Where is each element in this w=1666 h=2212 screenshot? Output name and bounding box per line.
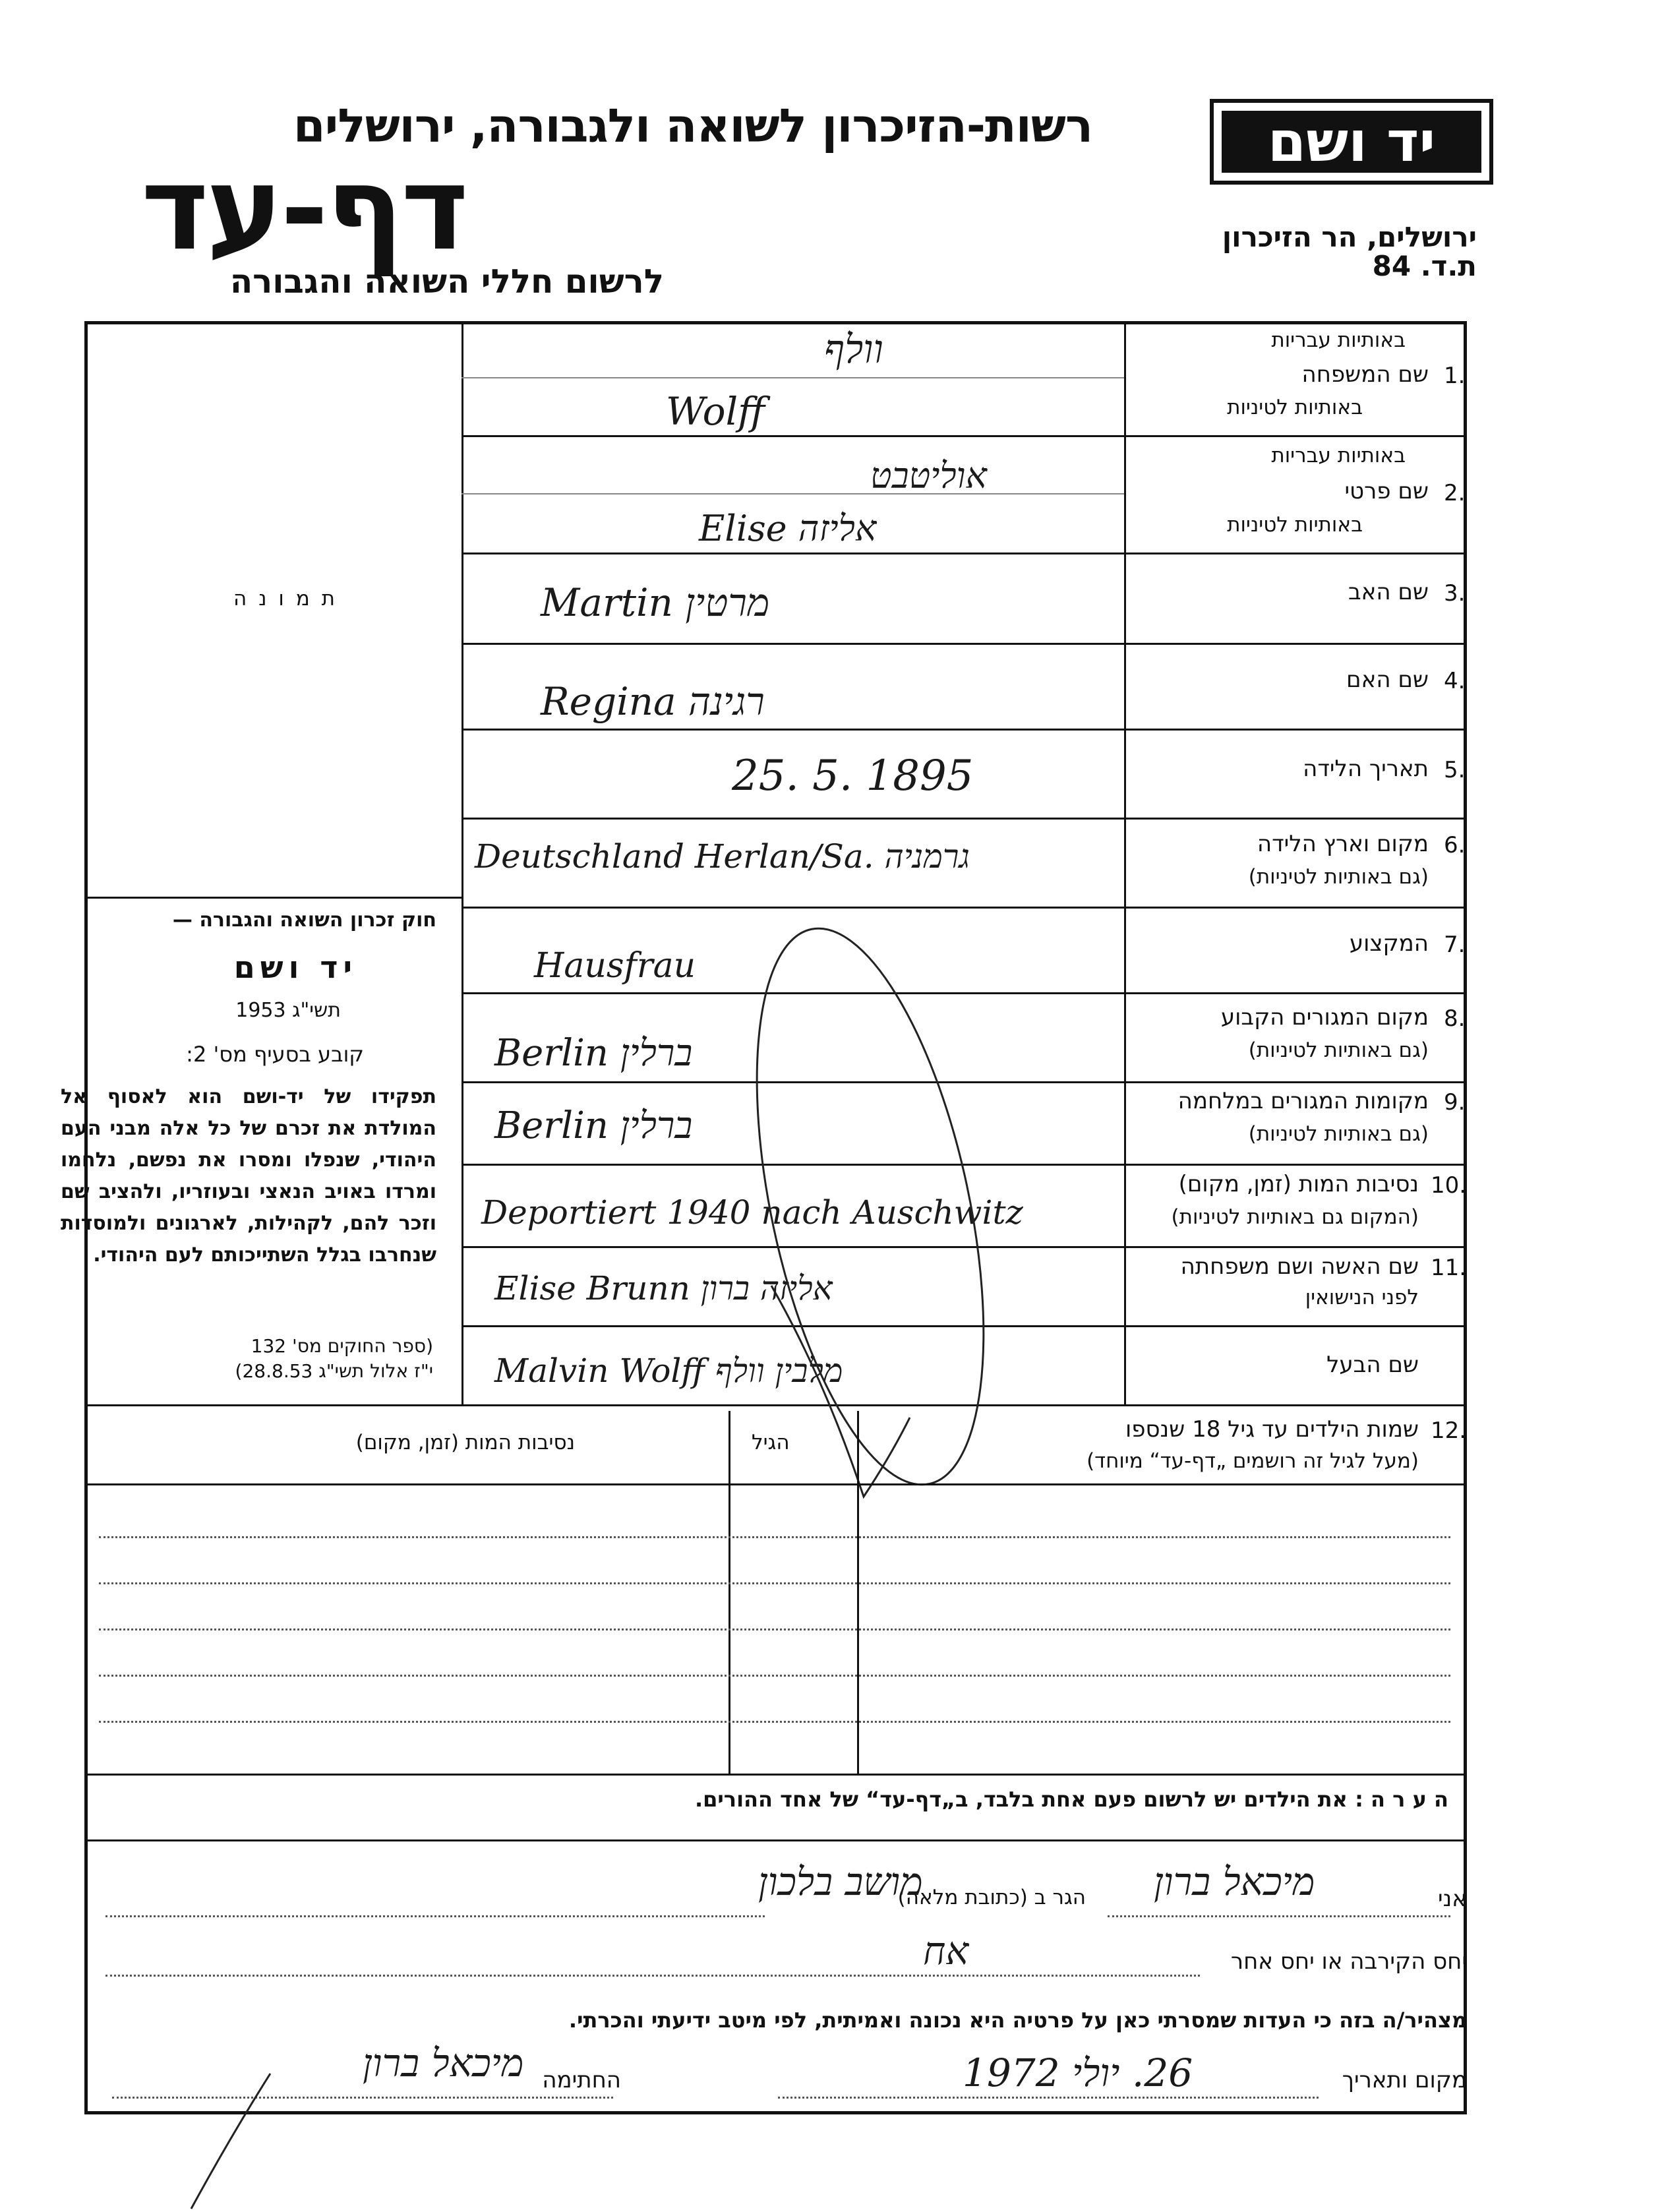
- field-8-sublabel: (גם באותיות לטיניות): [1248, 1038, 1429, 1062]
- photo-label: ת מ ו נ ה: [233, 587, 338, 611]
- signature-value: מיכאל ברון: [363, 2041, 524, 2085]
- child-row-line: [99, 1721, 1450, 1723]
- field-7-value: Hausfrau: [534, 946, 696, 986]
- husband-name-label: שם הבעל: [1326, 1352, 1419, 1378]
- field-4-label: שם האם: [1346, 667, 1429, 693]
- field-2-value-latin: Elise אליזה: [699, 508, 877, 549]
- place-date-value: 26. יולי 1972: [963, 2050, 1193, 2095]
- field-7-number: 7.: [1444, 932, 1466, 958]
- address-block: [1206, 223, 1477, 281]
- form-title: דף-עד: [140, 142, 466, 276]
- field-12-number: 12.: [1431, 1418, 1467, 1444]
- field-8-value: Berlin ברלין: [494, 1032, 693, 1075]
- field-9-number: 9.: [1444, 1089, 1466, 1116]
- law-ref-2: י"ז אלול תשי"ג 28.8.53): [235, 1360, 433, 1382]
- law-separator: [84, 897, 463, 899]
- yad-vashem-logo: [1210, 99, 1493, 185]
- law-heading: חוק זכרון השואה והגבורה —: [172, 909, 436, 932]
- address-line-2: ת.ד. 84: [1372, 250, 1477, 282]
- col-death-header: נסיבות המות (זמן, מקום): [355, 1431, 575, 1454]
- address-line-1: ירושלים, הר הזיכרון: [1222, 221, 1477, 253]
- declarant-name-value: מיכאל ברון: [1154, 1859, 1315, 1904]
- field-10-label: נסיבות המות (זמן, מקום): [1178, 1171, 1419, 1197]
- declarant-ani-label: אני: [1438, 1886, 1467, 1912]
- field-8-number: 8.: [1444, 1005, 1466, 1032]
- field-11-number: 11.: [1431, 1255, 1467, 1281]
- field-3-number: 3.: [1444, 580, 1466, 607]
- place-date-line: [778, 2097, 1319, 2099]
- row-line: [461, 435, 1467, 437]
- children-label: שמות הילדים עד גיל 18 שנספו: [1125, 1416, 1419, 1443]
- field-10-number: 10.: [1431, 1172, 1467, 1199]
- field-9-value: Berlin ברלין: [494, 1104, 693, 1147]
- field-3-label: שם האב: [1348, 579, 1429, 605]
- law-name: יד ושם: [233, 949, 357, 985]
- declarant-name-line: [1108, 1915, 1450, 1917]
- note-text: ה ע ר ה : את הילדים יש לרשום פעם אחת בלבד, ב„דף-עד“ של אחד ההורים.: [694, 1787, 1448, 1812]
- field-2-label: שם פרטי: [1344, 478, 1429, 504]
- divider-labels: [1124, 323, 1126, 1404]
- hebrew-letters-label-1: באותיות עבריות: [1271, 328, 1406, 352]
- row-line: [461, 729, 1467, 731]
- field-1-value-hebrew: וולף: [824, 326, 883, 373]
- field-9-sublabel: (גם באותיות לטיניות): [1248, 1122, 1429, 1146]
- law-body: תפקידו של יד-ושם הוא לאסוף אל המולדת את זכרם של כל אלה מבני העם היהודי, שנפלו ומסרו את נפשם, נלחמו ומרדו באויב הנאצי ובעוזריו, ולהציב שם וזכר להם, לקהילות, לארגונים ולמוסדות שנחרבו בגלל השתייכותם לעם היהודי.: [61, 1085, 436, 1267]
- field-5-value: 25. 5. 1895: [732, 752, 974, 800]
- pen-scribble: [692, 916, 1061, 1510]
- row-line: [461, 907, 1467, 909]
- field-10-value: Deportiert 1940 nach Auschwitz: [481, 1193, 1023, 1232]
- field-1-label: שם המשפחה: [1301, 361, 1429, 388]
- row-line: [461, 643, 1467, 645]
- declaration-text: מצהיר/ה בזה כי העדות שמסרתי כאן על פרטיה היא נכונה ואמיתית, לפי מיטב ידיעתי והכרתי.: [568, 2008, 1467, 2033]
- field-11-value: Elise Brunn אליזה ברון: [494, 1269, 833, 1307]
- children-sublabel: (מעל לגיל זה רושמים „דף-עד“ מיוחד): [1086, 1449, 1419, 1473]
- col-age-header: הגיל: [752, 1431, 790, 1454]
- child-row-line: [99, 1629, 1450, 1630]
- subrow-line: [461, 377, 1124, 378]
- child-row-line: [99, 1675, 1450, 1677]
- field-8-label: מקום המגורים הקבוע: [1220, 1004, 1429, 1031]
- field-11-label: שם האשה ושם משפחתה: [1180, 1253, 1419, 1280]
- law-year: תשי"ג 1953: [235, 999, 341, 1022]
- signature-stroke: [171, 2070, 303, 2212]
- note-top-line: [84, 1774, 1467, 1776]
- child-row-line: [99, 1536, 1450, 1538]
- field-11-sublabel: לפני הנישואין: [1305, 1286, 1419, 1309]
- field-4-value: Regina רגינה: [541, 679, 765, 724]
- hebrew-letters-label-2: באותיות עבריות: [1271, 444, 1406, 467]
- husband-name-value: Malvin Wolff מלבין וולף: [494, 1352, 843, 1390]
- logo-text: יד ושם: [1222, 111, 1481, 173]
- field-5-number: 5.: [1444, 757, 1466, 783]
- institution-name: רשות-הזיכרון לשואה ולגבורה, ירושלים: [293, 99, 1092, 153]
- field-6-sublabel: (גם באותיות לטיניות): [1248, 865, 1429, 889]
- relation-value: אח: [923, 1928, 969, 1973]
- law-ref-1: (ספר החוקים מס' 132: [251, 1335, 433, 1357]
- field-2-number: 2.: [1444, 480, 1466, 506]
- place-date-label: מקום ותאריך: [1342, 2067, 1467, 2093]
- note-bottom-line: [84, 1839, 1467, 1841]
- field-2-value-hebrew: אוליטבט: [870, 455, 987, 496]
- divider-photo: [461, 323, 463, 1404]
- field-7-label: המקצוע: [1349, 930, 1429, 957]
- row-line: [461, 818, 1467, 820]
- child-row-line: [99, 1582, 1450, 1584]
- field-6-value: Deutschland Herlan/Sa. גרמניה: [475, 837, 970, 876]
- children-col-divider: [857, 1411, 859, 1774]
- signature-label: החתימה: [542, 2067, 621, 2093]
- form-subtitle: לרשום חללי השואה והגבורה: [229, 262, 664, 301]
- field-10-sublabel: (המקום גם באותיות לטיניות): [1171, 1205, 1419, 1229]
- latin-letters-label-2: באותיות לטיניות: [1227, 513, 1363, 537]
- field-9-label: מקומות המגורים במלחמה: [1177, 1088, 1429, 1114]
- field-1-number: 1.: [1444, 363, 1466, 389]
- relation-label: יחס הקירבה או יחס אחר: [1230, 1948, 1467, 1975]
- law-clause: קובע בסעיף מס' 2:: [186, 1042, 364, 1067]
- children-header-line: [84, 1483, 1467, 1485]
- declarant-address-line: [105, 1915, 765, 1917]
- children-col-divider: [729, 1411, 730, 1774]
- field-6-label: מקום וארץ הלידה: [1257, 831, 1429, 857]
- latin-letters-label-1: באותיות לטיניות: [1227, 396, 1363, 419]
- field-6-number: 6.: [1444, 832, 1466, 858]
- field-5-label: תאריך הלידה: [1303, 756, 1429, 782]
- row-line: [461, 553, 1467, 554]
- field-3-value: Martin מרטין: [541, 580, 770, 625]
- declarant-address-label: הגר ב (כתובת מלאה): [897, 1886, 1086, 1909]
- field-1-value-latin: Wolff: [666, 389, 765, 434]
- subrow-line: [461, 493, 1124, 494]
- declarant-address-value: מושב בלכון: [758, 1859, 923, 1904]
- field-4-number: 4.: [1444, 668, 1466, 694]
- relation-line: [105, 1975, 1200, 1977]
